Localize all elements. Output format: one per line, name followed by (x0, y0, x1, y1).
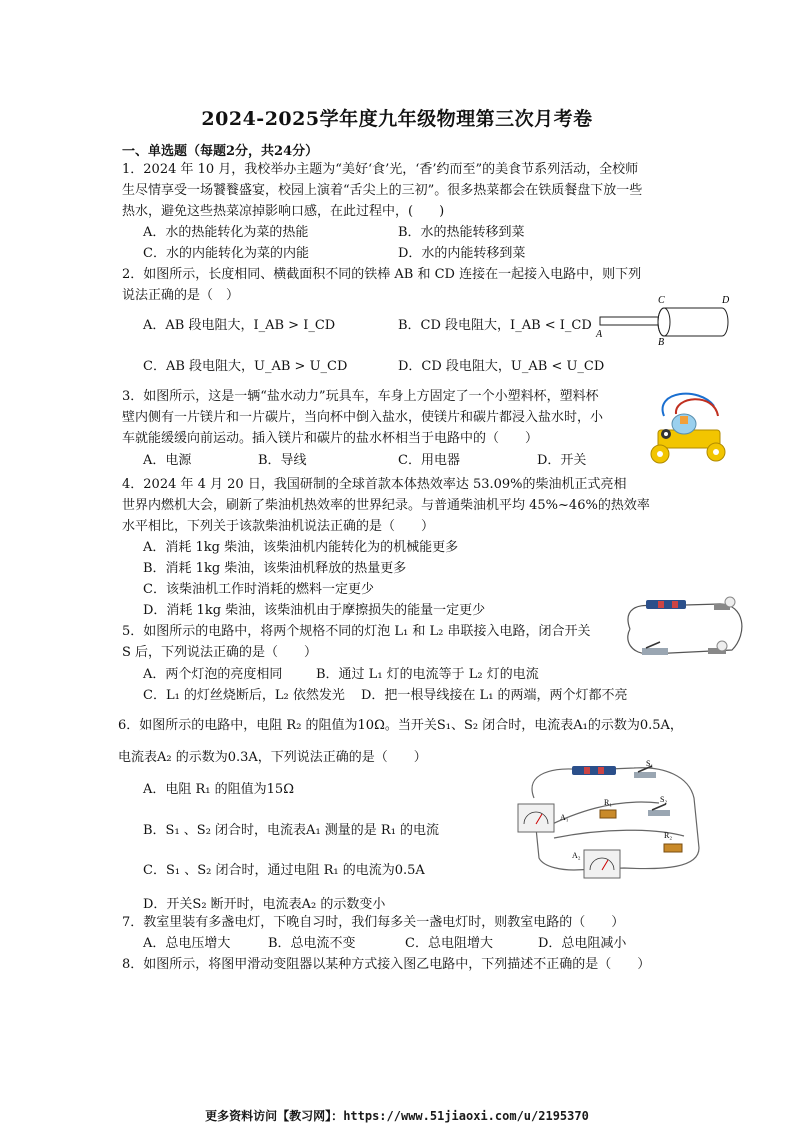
q6-option-c: C．S₁ 、S₂ 闭合时，通过电阻 R₁ 的电流为0.5A (143, 863, 425, 878)
q3-option-a: A．电源 (143, 453, 192, 468)
q7-option-c: C．总电阻增大 (405, 936, 493, 951)
q5-option-b: B．通过 L₁ 灯的电流等于 L₂ 灯的电流 (316, 667, 539, 682)
fig6-label-a2: A₂ (572, 851, 581, 860)
q7-line1: 7．教室里装有多盏电灯，下晚自习时，我们每多关一盏电灯时，则教室电路的（ ） (122, 915, 625, 930)
q1-option-b: B．水的热能转移到菜 (398, 225, 525, 240)
q5-option-c: C．L₁ 的灯丝烧断后，L₂ 依然发光 (143, 688, 345, 703)
q3-line1: 3．如图所示，这是一辆“盐水动力”玩具车，车身上方固定了一个小塑料杯，塑料杯 (122, 389, 599, 404)
q6-option-b: B．S₁ 、S₂ 闭合时，电流表A₁ 测量的是 R₁ 的电流 (143, 823, 440, 838)
rod-label-d: D (722, 295, 730, 306)
q7-option-a: A．总电压增大 (143, 936, 231, 951)
q4-line3: 水平相比，下列关于该款柴油机说法正确的是（ ） (122, 519, 435, 534)
rod-ab (600, 317, 664, 325)
q3-line2: 壁内侧有一片镁片和一片碳片，当向杯中倒入盐水，使镁片和碳片都浸入盐水时，小 (122, 410, 604, 425)
q2-option-a: A．AB 段电阻大，I_AB > I_CD (143, 318, 336, 333)
q1-option-a: A．水的热能转化为菜的热能 (143, 225, 309, 240)
salt-water-car-image (644, 386, 730, 470)
q6-option-d: D．开关S₂ 断开时，电流表A₂ 的示数变小 (143, 897, 386, 912)
q7-option-b: B．总电流不变 (268, 936, 356, 951)
q1-line3: 热水，避免这些热菜凉掉影响口感，在此过程中，( ) (122, 204, 445, 219)
q2-line1: 2．如图所示，长度相同、横截面积不同的铁棒 AB 和 CD 连接在一起接入电路中，则下列 (122, 267, 642, 282)
q1-option-d: D．水的内能转移到菜 (398, 246, 526, 261)
q8-line1: 8．如图所示，将图甲滑动变阻器以某种方式接入图乙电路中，下列描述不正确的是（ ） (122, 957, 651, 972)
q4-line2: 世界内燃机大会，刷新了柴油机热效率的世界纪录。与普通柴油机平均 45%~46%的热效率 (122, 498, 650, 513)
q2-option-b: B．CD 段电阻大，I_AB < I_CD (398, 318, 592, 333)
q6-line2: 电流表A₂ 的示数为0.3A，下列说法正确的是（ ） (118, 750, 427, 765)
q5-option-d: D．把一根导线接在 L₁ 的两端，两个灯都不亮 (361, 688, 628, 703)
fig6-label-r2: R₂ (664, 831, 673, 840)
footer-link[interactable]: https://www.51jiaoxi.com/u/2195370 (343, 1109, 589, 1123)
footer (0, 1107, 794, 1124)
q3-option-c: C．用电器 (398, 453, 460, 468)
q1-line2: 生尽情享受一场饕餮盛宴，校园上演着“舌尖上的三初”。很多热菜都会在铁质餐盘下放一些 (122, 183, 643, 198)
q6-option-a: A．电阻 R₁ 的阻值为15Ω (143, 782, 294, 797)
fig6-label-s1: S₁ (646, 759, 654, 768)
footer-prefix: 更多资料访问【教习网】： (205, 1109, 344, 1123)
page-title: 2024-2025学年度九年级物理第三次月考卷 (201, 108, 593, 130)
q7-option-d: D．总电阻减小 (538, 936, 627, 951)
rod-label-a: A (596, 329, 603, 340)
q5-option-a: A．两个灯泡的亮度相同 (143, 667, 283, 682)
fig6-label-s2: S₂ (660, 795, 668, 804)
q3-option-d: D．开关 (537, 453, 587, 468)
q6-line1: 6．如图所示的电路中，电阻 R₂ 的阻值为10Ω。当开关S₁、S₂ 闭合时，电流表A₁的示数为0.5A， (118, 718, 683, 733)
q3-option-b: B．导线 (258, 453, 307, 468)
q4-option-d: D．消耗 1kg 柴油，该柴油机由于摩擦损失的能量一定更少 (143, 603, 486, 618)
q4-option-a: A．消耗 1kg 柴油，该柴油机内能转化为的机械能更多 (143, 540, 459, 555)
q2-line2: 说法正确的是（ ） (122, 288, 240, 303)
q4-line1: 4．2024 年 4 月 20 日，我国研制的全球首款本体热效率达 53.09%的柴油机正式亮相 (122, 477, 627, 492)
section-heading: 一、单选题（每题2分，共24分） (122, 144, 319, 159)
rod-figure (594, 294, 736, 346)
q4-option-b: B．消耗 1kg 柴油，该柴油机释放的热量更多 (143, 561, 407, 576)
q2-option-d: D．CD 段电阻大，U_AB < U_CD (398, 359, 605, 374)
q3-line3: 车就能缓缓向前运动。插入镁片和碳片的盐水杯相当于电路中的（ ） (122, 431, 539, 446)
rod-label-c: C (658, 295, 665, 306)
fig6-label-r1: R₁ (604, 798, 613, 807)
q1-option-c: C．水的内能转化为菜的内能 (143, 246, 309, 261)
rod-label-b: B (658, 337, 665, 346)
parallel-circuit-image (514, 758, 718, 888)
q4-option-c: C．该柴油机工作时消耗的燃料一定更少 (143, 582, 374, 597)
series-circuit-image (620, 594, 750, 664)
fig6-label-a1: A₁ (560, 813, 569, 822)
q5-line1: 5．如图所示的电路中，将两个规格不同的灯泡 L₁ 和 L₂ 串联接入电路，闭合开关 (122, 624, 591, 639)
q5-line2: S 后，下列说法正确的是（ ） (122, 645, 318, 660)
q1-line1: 1．2024 年 10 月，我校举办主题为“美好‘食’光，‘香’约而至”的美食节系列活动，全校师 (122, 162, 639, 177)
q2-option-c: C．AB 段电阻大，U_AB > U_CD (143, 359, 348, 374)
